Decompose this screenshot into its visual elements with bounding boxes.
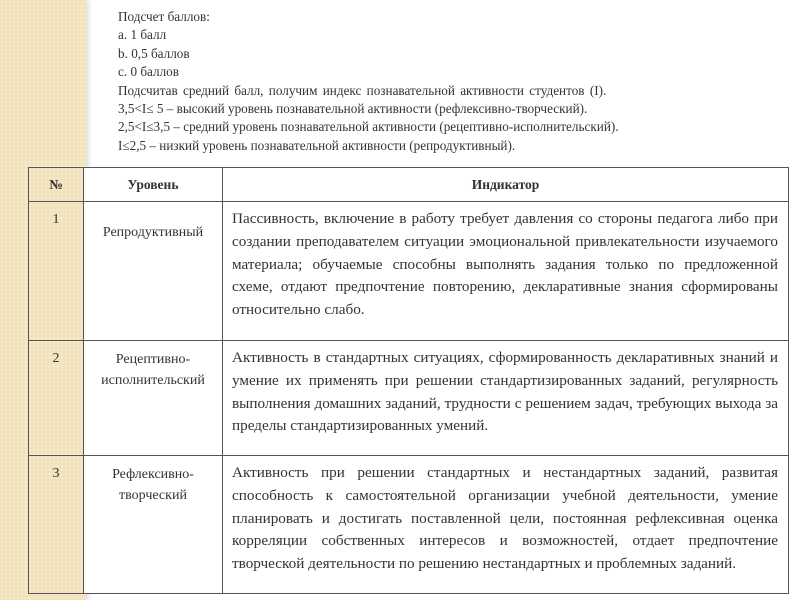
activity-levels-table — [28, 167, 789, 594]
intro-line: I≤2,5 – низкий уровень познавательной активности (репродуктивный). — [118, 137, 516, 153]
row-number: 3 — [29, 456, 84, 594]
intro-line: b. 0,5 баллов — [118, 45, 190, 61]
table-row — [29, 341, 789, 456]
row-indicator: Пассивность, включение в работу требует давления со стороны педагога либо при создании преподавателем ситуации эмоциональной привлекательности изучаемого материала; обучаемые способны выполнять задания только по предложенной схеме, отдают предпочтение повторению, декларативные знания сформированы относительно слабо. — [223, 202, 789, 341]
row-level: Рефлексивно-творческий — [84, 456, 223, 594]
row-number: 2 — [29, 341, 84, 456]
header-indicator: Индикатор — [223, 168, 789, 202]
intro-line: a. 1 балл — [118, 27, 167, 43]
row-number: 1 — [29, 202, 84, 341]
intro-line: c. 0 баллов — [118, 64, 179, 80]
table-row — [29, 202, 789, 341]
table-row — [29, 456, 789, 594]
row-level: Рецептивно-исполнительский — [84, 341, 223, 456]
table-header-row — [29, 168, 789, 202]
row-level: Репродуктивный — [84, 202, 223, 341]
intro-line: Подсчет баллов: — [118, 9, 210, 24]
intro-line: 3,5<I≤ 5 – высокий уровень познавательной активности (рефлексивно-творческий). — [118, 101, 588, 117]
intro-line: 2,5<I≤3,5 – средний уровень познавательной активности (рецептивно-исполнительский). — [118, 119, 619, 135]
row-indicator: Активность в стандартных ситуациях, сформированность декларативных знаний и умение их применять при решении стандартизированных заданий, регулярность выполнения домашних заданий, трудности с решением задач, требующих выхода за пределы стандартизированных умений. — [223, 341, 789, 456]
scoring-description — [118, 8, 718, 155]
header-number: № — [29, 168, 84, 202]
intro-line: Подсчитав средний балл, получим индекс познавательной активности студентов (I). — [118, 82, 607, 98]
row-indicator: Активность при решении стандартных и нестандартных заданий, развитая способность к самостоятельной организации учебной деятельности, умение планировать и достигать поставленной цели, постоянная рефлексивная оценка корреляции собственных интересов и возможностей, отдает предпочтение творческой деятельности по решению нестандартных и проблемных заданий. — [223, 456, 789, 594]
header-level: Уровень — [84, 168, 223, 202]
